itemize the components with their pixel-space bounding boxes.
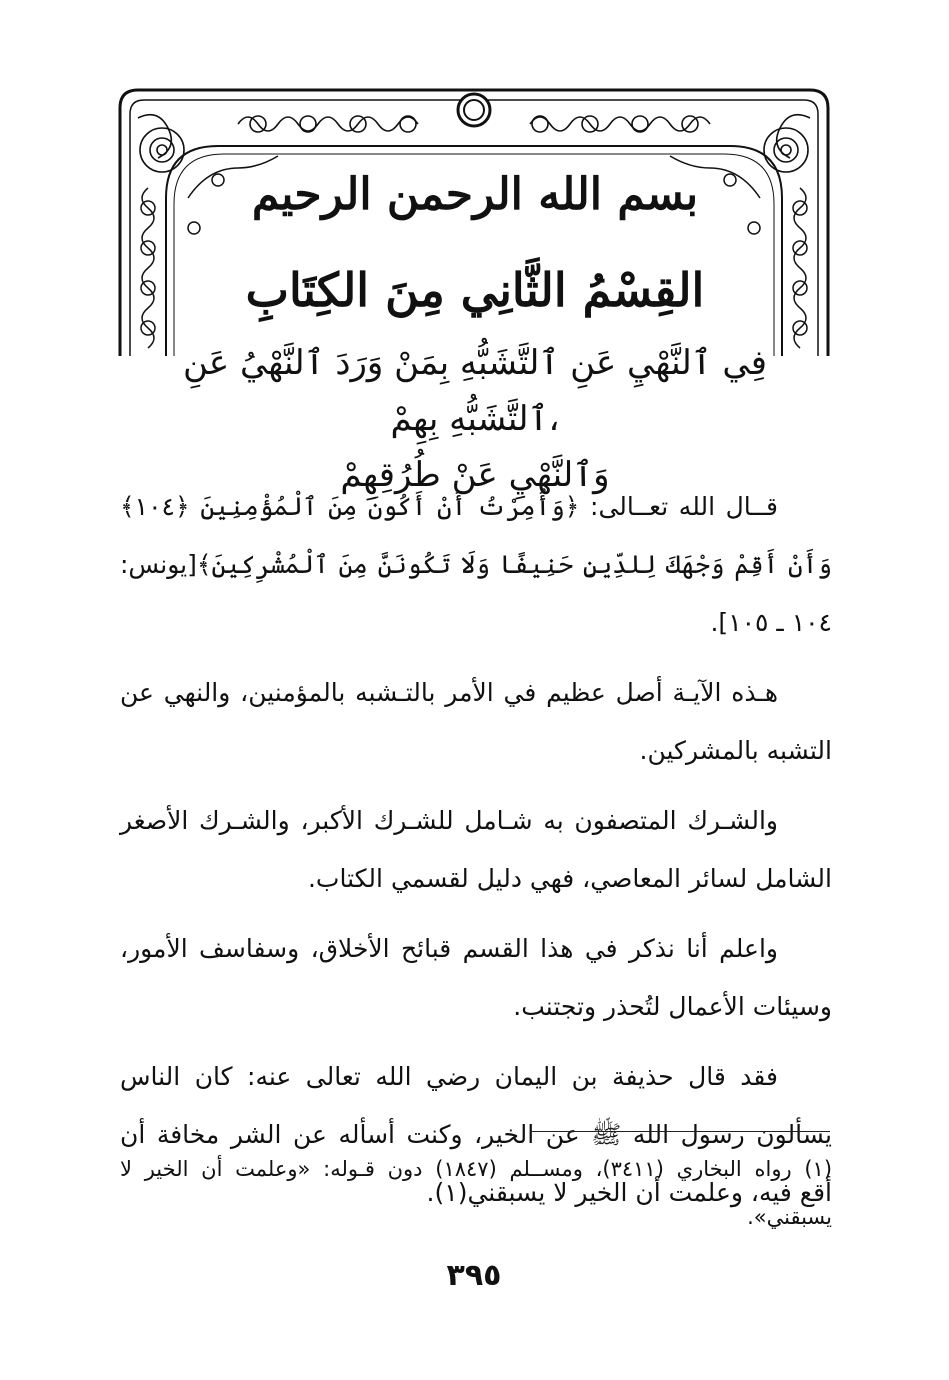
subtitle-line-1: فِي ٱلنَّهْيِ عَنِ ٱلتَّشَبُّهِ بِمَنْ وَرَدَ ٱلنَّهْيُ عَنِ ٱلتَّشَبُّهِ بِهِمْ، (182, 343, 768, 439)
verse-reference: [يونس: ١٠٤ ـ ١٠٥]. (120, 550, 832, 637)
paragraph-3: والشـرك المتصفون به شـامل للشـرك الأكبر، والشـرك الأصغر الشامل لسائر المعاصي، فهي دليل لقسمي الكتاب. (120, 806, 832, 893)
section-title: القِسْمُ الثَّانِي مِنَ الكِتَابِ (245, 263, 705, 317)
verse-intro: قــال الله تعــالى: (579, 492, 778, 521)
paragraph-verse (120, 478, 832, 652)
quran-verse: ﴿وَأُمِرْتُ أَنْ أَكُونَ مِنَ ٱلْمُؤْمِنِينَ ﴿١٠٤﴾ وَأَنْ أَقِمْ وَجْهَكَ لِلدِّينِ حَنِيفًا وَلَا تَكُونَنَّ مِنَ ٱلْمُشْرِكِينَ﴾ (120, 492, 832, 579)
page-number: ٣٩٥ (446, 1258, 502, 1293)
subtitle-line-2: وَٱلنَّهْيِ عَنْ طُرُقِهِمْ (340, 455, 610, 495)
main-text (120, 478, 832, 1234)
basmala-heading: بسم الله الرحمن الرحيم (251, 169, 699, 220)
footnote: (١) رواه البخاري (٣٤١١)، ومســلم (١٨٤٧) دون قـوله: «وعلمت أن الخير لا يسبقني». (120, 1157, 833, 1229)
footnote-separator (530, 1131, 830, 1132)
paragraph-4: واعلم أنا نذكر في هذا القسم قبائح الأخلاق، وسفاسف الأمور، وسيئات الأعمال لتُحذر وتجتنب. (120, 934, 832, 1021)
paragraph-5: فقد قال حذيفة بن اليمان رضي الله تعالى عنه: كان الناس يسألون رسول الله ﷺ عن الخير، وكنت أسأله عن الشر مخافة أن أقع فيه، وعلمت أن الخير لا يسبقني(١). (120, 1062, 832, 1207)
paragraph-2: هـذه الآيـة أصل عظيم في الأمر بالتـشبه بالمؤمنين، والنهي عن التشبه بالمشركين. (120, 678, 832, 765)
